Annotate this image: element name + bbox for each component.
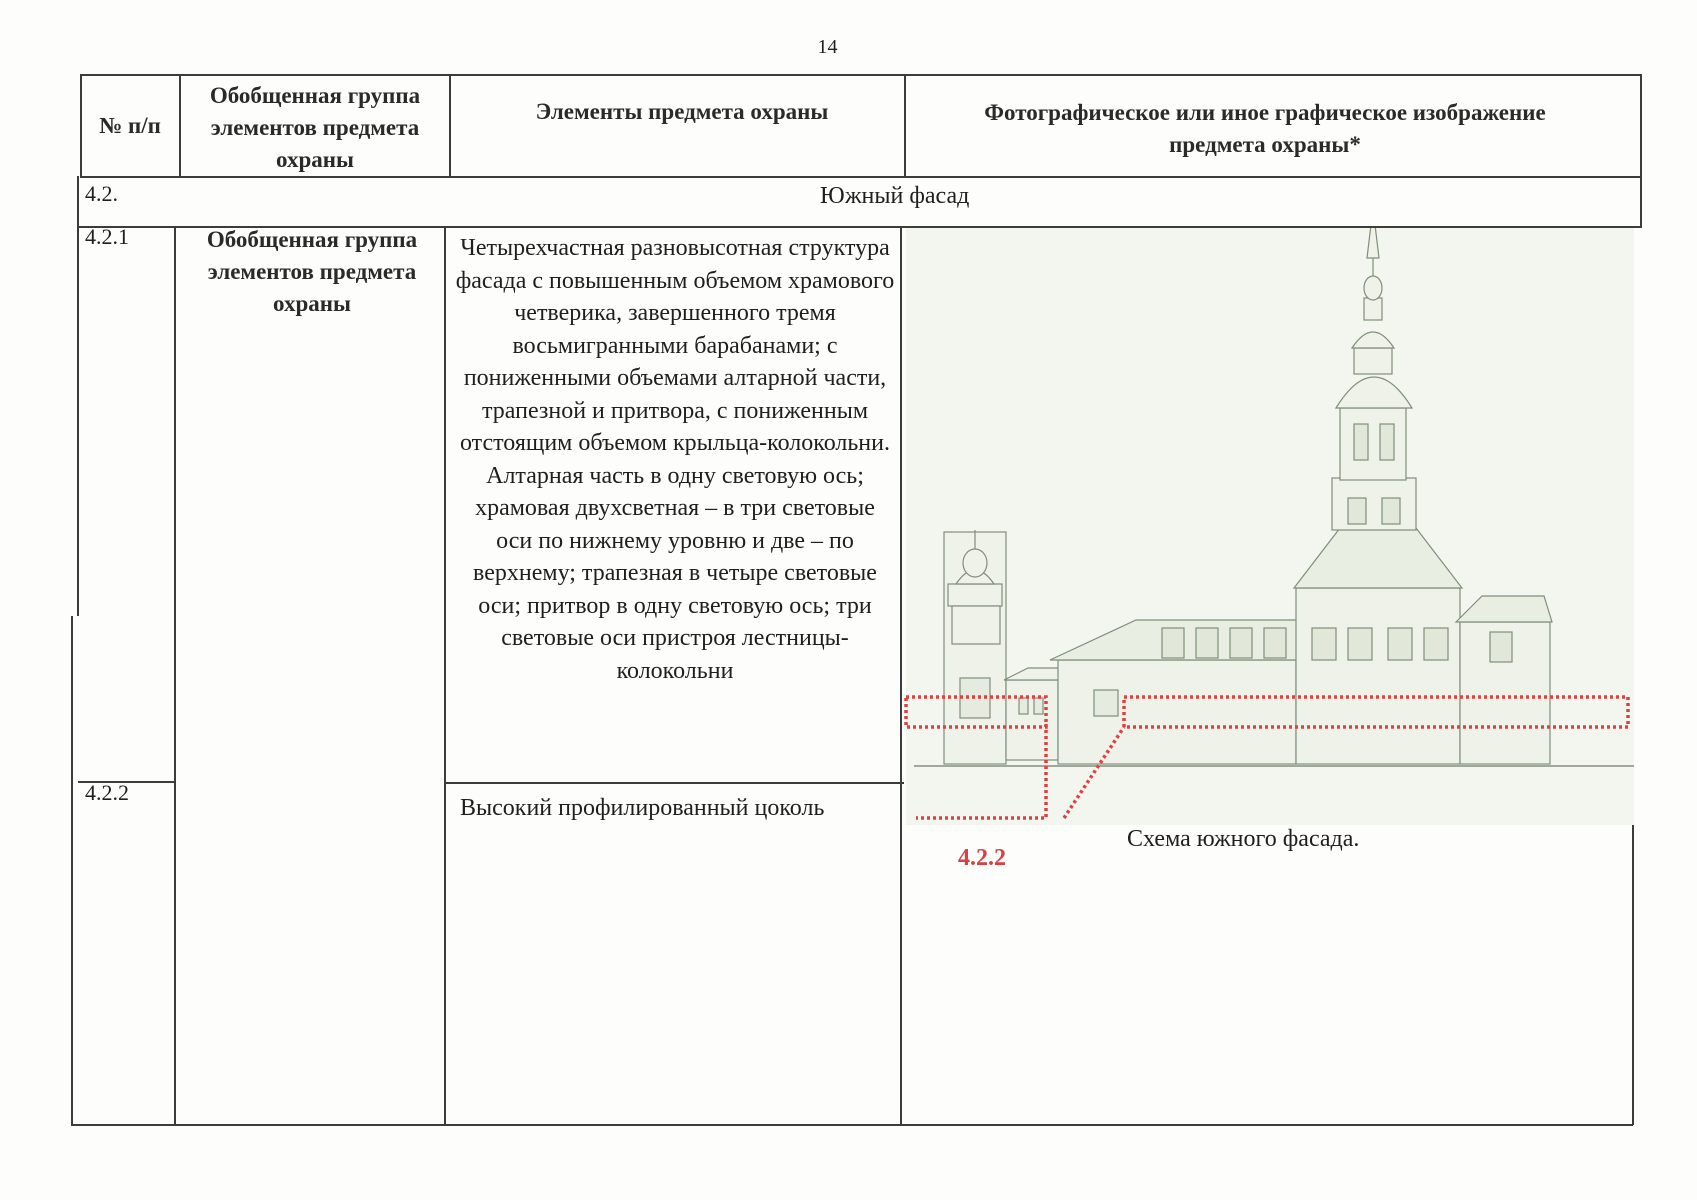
header-group: Обобщенная группа элементов предмета охраны [209, 83, 421, 172]
table-border-left [80, 74, 82, 176]
table-border-left-bottom [71, 616, 73, 1125]
figure-caption: Схема южного фасада. [1127, 826, 1360, 852]
col-divider-2-lower [444, 226, 446, 1124]
row-group: Обобщенная группа элементов предмета охраны [206, 227, 418, 316]
header-divider [80, 176, 1642, 178]
col-divider-3-lower [900, 226, 902, 1124]
col-divider-1-lower [174, 226, 176, 1124]
section-title: Южный фасад [820, 183, 970, 209]
header-elements: Элементы предмета охраны [535, 99, 829, 124]
row-divider-elements [444, 782, 904, 784]
table-border-left-lower [77, 176, 79, 616]
section-number: 4.2. [85, 181, 118, 206]
header-num: № п/п [99, 113, 161, 138]
table-border-bottom [71, 1124, 1633, 1126]
row-number: 4.2.1 [85, 224, 129, 249]
figure-marker-label: 4.2.2 [958, 845, 1006, 871]
col-divider-3 [904, 74, 906, 176]
table-border-top [80, 74, 1640, 76]
col-divider-1 [179, 74, 181, 176]
page-number: 14 [817, 36, 838, 58]
row-elements: Четырехчастная разновысотная структура фасада с повышенным объемом храмового четверика, завершенного тремя восьмигранными барабанами; с пониженными объемами алтарной части, трапезной и притвора, с пониженным отстоящим объемом крыльца-колокольни. Алтарная часть в одну световую ось; храмовая двухсветная – в три световые оси по нижнему уровню и две – по верхнему; трапезная в четыре световые оси; притвор в одну световую ось; три световые оси пристроя лестницы-колокольни [455, 235, 895, 684]
table-border-right [1640, 74, 1642, 228]
col-divider-2 [449, 74, 451, 176]
header-image: Фотографическое или иное графическое изображение предмета охраны* [984, 100, 1546, 157]
row-elements: Высокий профилированный цоколь [460, 795, 825, 821]
south-facade-drawing [904, 228, 1640, 888]
row-number: 4.2.2 [85, 780, 129, 805]
